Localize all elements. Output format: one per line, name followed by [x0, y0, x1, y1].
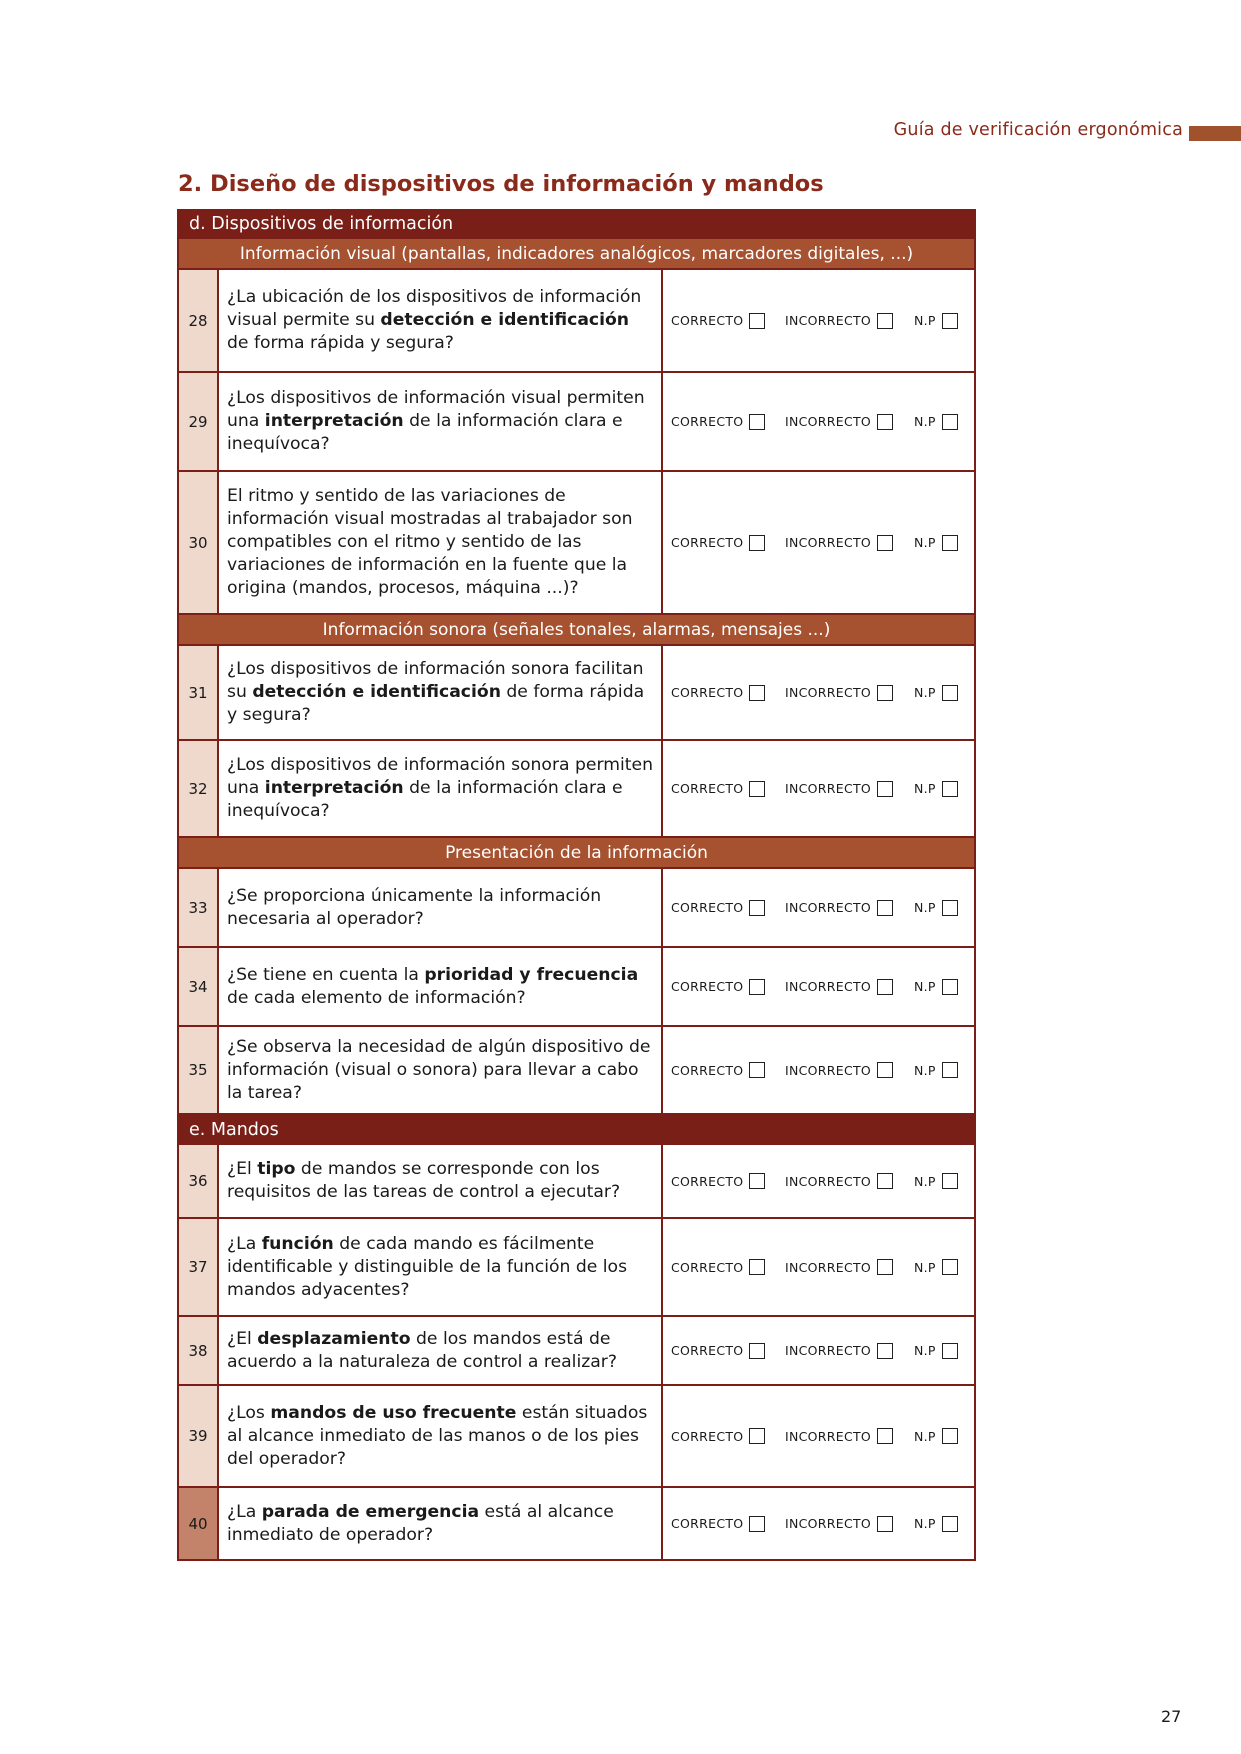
option-correcto-label: CORRECTO	[671, 685, 744, 700]
option-incorrecto-label: INCORRECTO	[785, 535, 872, 550]
option-correcto-label: CORRECTO	[671, 1343, 744, 1358]
option-np	[914, 1173, 958, 1189]
option-np-label: N.P	[914, 1259, 936, 1275]
option-correcto	[671, 414, 785, 430]
option-correcto-label: CORRECTO	[671, 900, 744, 915]
subsection-header: Información sonora (señales tonales, alarmas, mensajes ...)	[177, 615, 976, 646]
question-text: ¿Se proporciona únicamente la información necesaria al operador?	[219, 869, 663, 946]
option-correcto-label: CORRECTO	[671, 1516, 744, 1531]
option-incorrecto	[785, 1516, 914, 1532]
question-text: ¿Se observa la necesidad de algún dispositivo de información (visual o sonora) para llevar a cabo la tarea?	[219, 1027, 663, 1113]
option-incorrecto	[785, 979, 914, 995]
checkbox-correcto[interactable]	[749, 781, 765, 797]
question-row	[177, 646, 976, 741]
checkbox-incorrecto[interactable]	[877, 900, 893, 916]
checkbox-incorrecto[interactable]	[877, 414, 893, 430]
option-np	[914, 979, 958, 995]
checkbox-correcto[interactable]	[749, 1343, 765, 1359]
option-np	[914, 535, 958, 551]
option-incorrecto-label: INCORRECTO	[785, 1343, 872, 1358]
question-row	[177, 869, 976, 948]
option-correcto-label: CORRECTO	[671, 781, 744, 796]
question-number: 30	[179, 472, 219, 613]
checkbox-incorrecto[interactable]	[877, 535, 893, 551]
checkbox-incorrecto[interactable]	[877, 1062, 893, 1078]
option-correcto	[671, 1173, 785, 1189]
question-row	[177, 741, 976, 838]
option-incorrecto	[785, 313, 914, 329]
option-np	[914, 1516, 958, 1532]
checklist-table	[177, 209, 976, 1561]
checkbox-incorrecto[interactable]	[877, 1343, 893, 1359]
question-row	[177, 1488, 976, 1561]
section-header: d. Dispositivos de información	[177, 209, 976, 239]
question-text: ¿El desplazamiento de los mandos está de acuerdo a la naturaleza de control a realizar?	[219, 1317, 663, 1384]
question-text: ¿La parada de emergencia está al alcance inmediato de operador?	[219, 1488, 663, 1559]
option-np-label: N.P	[914, 1173, 936, 1189]
question-text: ¿El tipo de mandos se corresponde con los requisitos de las tareas de control a ejecutar?	[219, 1145, 663, 1217]
option-np-label: N.P	[914, 414, 936, 429]
checkbox-np[interactable]	[942, 414, 958, 430]
question-number: 34	[179, 948, 219, 1025]
checkbox-incorrecto[interactable]	[877, 1259, 893, 1275]
checkbox-np[interactable]	[942, 1516, 958, 1532]
option-correcto-label: CORRECTO	[671, 313, 744, 328]
option-incorrecto-label: INCORRECTO	[785, 1428, 872, 1444]
option-np	[914, 1428, 958, 1444]
answer-options	[663, 1145, 974, 1217]
option-incorrecto-label: INCORRECTO	[785, 414, 872, 429]
option-np	[914, 1062, 958, 1078]
checkbox-np[interactable]	[942, 781, 958, 797]
question-number: 39	[179, 1386, 219, 1486]
checkbox-correcto[interactable]	[749, 1516, 765, 1532]
option-np-label: N.P	[914, 685, 936, 700]
option-incorrecto	[785, 900, 914, 916]
question-text: ¿Los mandos de uso frecuente están situados al alcance inmediato de las manos o de los pies del operador?	[219, 1386, 663, 1486]
header-title: Guía de verificación ergonómica	[893, 120, 1183, 140]
checkbox-correcto[interactable]	[749, 313, 765, 329]
option-incorrecto	[785, 1259, 914, 1275]
checkbox-np[interactable]	[942, 1428, 958, 1444]
option-incorrecto	[785, 685, 914, 701]
checkbox-np[interactable]	[942, 1173, 958, 1189]
question-text: ¿La función de cada mando es fácilmente identificable y distinguible de la función de los mandos adyacentes?	[219, 1219, 663, 1315]
option-correcto-label: CORRECTO	[671, 1062, 744, 1078]
option-correcto	[671, 313, 785, 329]
option-correcto-label: CORRECTO	[671, 535, 744, 550]
checkbox-correcto[interactable]	[749, 1259, 765, 1275]
answer-options	[663, 373, 974, 470]
question-number: 38	[179, 1317, 219, 1384]
option-np-label: N.P	[914, 1062, 936, 1078]
question-text: ¿Se tiene en cuenta la prioridad y frecuencia de cada elemento de información?	[219, 948, 663, 1025]
question-number: 31	[179, 646, 219, 739]
subsection-header: Información visual (pantallas, indicadores analógicos, marcadores digitales, ...)	[177, 239, 976, 270]
question-text: El ritmo y sentido de las variaciones de información visual mostradas al trabajador son compatibles con el ritmo y sentido de las variaciones de información en la fuente que la origina (mandos, procesos, máquina ...)?	[219, 472, 663, 613]
option-np	[914, 1259, 958, 1275]
option-correcto	[671, 1259, 785, 1275]
option-np-label: N.P	[914, 900, 936, 915]
header-accent-bar	[1189, 126, 1241, 141]
answer-options	[663, 270, 974, 371]
option-incorrecto	[785, 781, 914, 797]
question-row	[177, 472, 976, 615]
option-np-label: N.P	[914, 535, 936, 550]
option-incorrecto-label: INCORRECTO	[785, 313, 872, 328]
checkbox-correcto[interactable]	[749, 979, 765, 995]
page-number: 27	[1161, 1707, 1182, 1726]
option-correcto	[671, 781, 785, 797]
option-incorrecto	[785, 1343, 914, 1359]
question-row	[177, 1027, 976, 1115]
option-np-label: N.P	[914, 1343, 936, 1358]
option-incorrecto	[785, 1173, 914, 1189]
checkbox-correcto[interactable]	[749, 1062, 765, 1078]
option-correcto-label: CORRECTO	[671, 1428, 744, 1444]
option-correcto	[671, 535, 785, 551]
checkbox-np[interactable]	[942, 1343, 958, 1359]
question-row	[177, 373, 976, 472]
answer-options	[663, 741, 974, 836]
option-np-label: N.P	[914, 313, 936, 328]
answer-options	[663, 948, 974, 1025]
option-incorrecto-label: INCORRECTO	[785, 781, 872, 796]
answer-options	[663, 1219, 974, 1315]
checkbox-correcto[interactable]	[749, 1173, 765, 1189]
answer-options	[663, 472, 974, 613]
checkbox-np[interactable]	[942, 900, 958, 916]
option-correcto-label: CORRECTO	[671, 414, 744, 429]
answer-options	[663, 1488, 974, 1559]
question-number: 33	[179, 869, 219, 946]
question-text: ¿Los dispositivos de información sonora permiten una interpretación de la información clara e inequívoca?	[219, 741, 663, 836]
checkbox-incorrecto[interactable]	[877, 1516, 893, 1532]
checkbox-np[interactable]	[942, 979, 958, 995]
option-np	[914, 313, 958, 329]
section-title: 2. Diseño de dispositivos de información y mandos	[178, 171, 824, 197]
answer-options	[663, 1386, 974, 1486]
question-number: 29	[179, 373, 219, 470]
option-correcto-label: CORRECTO	[671, 979, 744, 994]
option-correcto	[671, 685, 785, 701]
question-number: 36	[179, 1145, 219, 1217]
checkbox-correcto[interactable]	[749, 1428, 765, 1444]
checkbox-incorrecto[interactable]	[877, 1428, 893, 1444]
option-incorrecto-label: INCORRECTO	[785, 979, 872, 994]
option-incorrecto-label: INCORRECTO	[785, 1062, 872, 1078]
option-incorrecto-label: INCORRECTO	[785, 1259, 872, 1275]
question-row	[177, 270, 976, 373]
question-row	[177, 1386, 976, 1488]
checkbox-np[interactable]	[942, 1062, 958, 1078]
question-row	[177, 1219, 976, 1317]
section-header: e. Mandos	[177, 1115, 976, 1145]
checkbox-np[interactable]	[942, 535, 958, 551]
question-number: 35	[179, 1027, 219, 1113]
answer-options	[663, 1317, 974, 1384]
question-number: 40	[179, 1488, 219, 1559]
checkbox-np[interactable]	[942, 313, 958, 329]
checkbox-incorrecto[interactable]	[877, 1173, 893, 1189]
option-incorrecto	[785, 535, 914, 551]
option-correcto	[671, 900, 785, 916]
checkbox-incorrecto[interactable]	[877, 781, 893, 797]
question-row	[177, 948, 976, 1027]
question-number: 37	[179, 1219, 219, 1315]
option-incorrecto-label: INCORRECTO	[785, 1516, 872, 1531]
question-number: 32	[179, 741, 219, 836]
checkbox-incorrecto[interactable]	[877, 313, 893, 329]
answer-options	[663, 646, 974, 739]
checkbox-correcto[interactable]	[749, 685, 765, 701]
checkbox-np[interactable]	[942, 685, 958, 701]
option-np	[914, 414, 958, 430]
question-row	[177, 1145, 976, 1219]
checkbox-incorrecto[interactable]	[877, 979, 893, 995]
option-np-label: N.P	[914, 1516, 936, 1531]
subsection-header: Presentación de la información	[177, 838, 976, 869]
option-np	[914, 781, 958, 797]
option-correcto	[671, 1428, 785, 1444]
option-incorrecto-label: INCORRECTO	[785, 1173, 872, 1189]
option-np	[914, 900, 958, 916]
question-text: ¿Los dispositivos de información visual permiten una interpretación de la información clara e inequívoca?	[219, 373, 663, 470]
option-np	[914, 1343, 958, 1359]
question-number: 28	[179, 270, 219, 371]
question-text: ¿Los dispositivos de información sonora facilitan su detección e identificación de forma rápida y segura?	[219, 646, 663, 739]
option-incorrecto	[785, 1428, 914, 1444]
option-np	[914, 685, 958, 701]
answer-options	[663, 869, 974, 946]
option-correcto-label: CORRECTO	[671, 1173, 744, 1189]
checkbox-correcto[interactable]	[749, 414, 765, 430]
option-correcto	[671, 979, 785, 995]
option-correcto	[671, 1062, 785, 1078]
option-incorrecto-label: INCORRECTO	[785, 685, 872, 700]
option-np-label: N.P	[914, 979, 936, 994]
option-incorrecto	[785, 414, 914, 430]
option-incorrecto	[785, 1062, 914, 1078]
checkbox-correcto[interactable]	[749, 535, 765, 551]
option-np-label: N.P	[914, 781, 936, 796]
option-incorrecto-label: INCORRECTO	[785, 900, 872, 915]
option-np-label: N.P	[914, 1428, 936, 1444]
option-correcto	[671, 1343, 785, 1359]
checkbox-incorrecto[interactable]	[877, 685, 893, 701]
question-row	[177, 1317, 976, 1386]
checkbox-correcto[interactable]	[749, 900, 765, 916]
option-correcto	[671, 1516, 785, 1532]
question-text: ¿La ubicación de los dispositivos de información visual permite su detección e identificación de forma rápida y segura?	[219, 270, 663, 371]
answer-options	[663, 1027, 974, 1113]
option-correcto-label: CORRECTO	[671, 1259, 744, 1275]
checkbox-np[interactable]	[942, 1259, 958, 1275]
